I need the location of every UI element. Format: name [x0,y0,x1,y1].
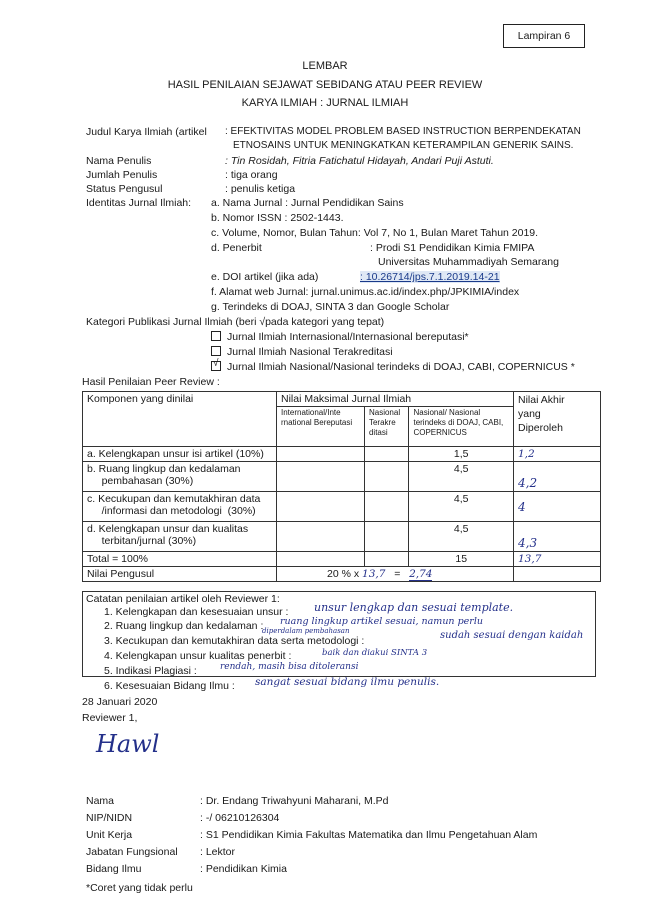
total-label: Total = 100% [83,552,277,567]
penulis-value: : Tin Rosidah, Fitria Fatichatul Hidayah, Andari Puji Astuti. [225,155,494,167]
unit-value: : S1 Pendidikan Kimia Fakultas Matematika dan Ilmu Pengetahuan Alam [200,829,538,841]
row-c-score: 4 [514,492,601,522]
nama-value: : Dr. Endang Triwahyuni Maharani, M.Pd [200,795,389,807]
catatan-3-label: 3. Kecukupan dan kemutakhiran data serta metodologi : [104,635,365,647]
title-hasil: HASIL PENILAIAN SEJAWAT SEBIDANG ATAU PEER REVIEW [167,79,483,91]
nip-label: NIP/NIDN [86,812,133,824]
sub-internasional: International/Inte rnational Bereputasi [277,407,365,447]
row-d-label-1: d. Kelengkapan unsur dan kualitas [87,523,249,535]
identitas-b: b. Nomor ISSN : 2502-1443. [211,212,344,224]
sub-nasional-terakreditasi: Nasional Terakre ditasi [364,407,409,447]
kategori-label: Kategori Publikasi Jurnal Ilmiah (beri √pada kategori yang tepat) [86,316,385,328]
identitas-d-value-1: : Prodi S1 Pendidikan Kimia FMIPA [370,242,535,254]
row-b-score: 4,2 [514,462,601,492]
catatan-6-hand: sangat sesuai bidang ilmu penulis. [255,676,440,688]
catatan-4-label: 4. Kelengkapan unsur kualitas penerbit : [104,650,292,662]
identitas-d-value-2: Universitas Muhammadiyah Semarang [378,256,559,268]
checkbox-2[interactable] [211,346,221,356]
catatan-2-label: 2. Ruang lingkup dan kedalaman : [104,620,264,632]
row-a-label: a. Kelengkapan unsur isi artikel (10%) [83,447,277,462]
total-nas [364,552,409,567]
nama-label: Nama [86,795,115,807]
jabatan-label: Jabatan Fungsional [86,846,178,858]
judul-value-1: : EFEKTIVITAS MODEL PROBLEM BASED INSTRUCTION BERPENDEKATAN [225,126,581,137]
catatan-title: Catatan penilaian artikel oleh Reviewer 1: [86,593,280,605]
bidang-value: : Pendidikan Kimia [200,863,287,875]
row-c-label [83,492,277,522]
catatan-1-label: 1. Kelengkapan dan kesesuaian unsur : [104,606,289,618]
row-a-nas [364,447,409,462]
catatan-1-hand: unsur lengkap dan sesuai template. [314,601,514,614]
identitas-a: a. Nama Jurnal : Jurnal Pendidikan Sains [211,197,404,209]
jumlah-label: Jumlah Penulis [86,169,158,181]
row-a-score: 1,2 [514,447,601,462]
row-c-max: 4,5 [409,492,514,522]
doi-link[interactable]: : 10.26714/jps.7.1.2019.14-21 [360,271,500,283]
total-score: 13,7 [514,552,601,567]
identitas-c: c. Volume, Nomor, Bulan Tahun: Vol 7, No 1, Bulan Maret Tahun 2019. [211,227,539,239]
lampiran-box [503,24,585,48]
bidang-label: Bidang Ilmu [86,863,142,875]
row-b-label-1: b. Ruang lingkup dan kedalaman [87,463,241,475]
identitas-f: f. Alamat web Jurnal: jurnal.unimus.ac.id/index.php/JPKIMIA/index [211,286,520,298]
row-b-label-2: pembahasan (30%) [87,475,194,487]
judul-value-2: ETNOSAINS UNTUK MENINGKATKAN KETERAMPILAN GENERIK SAINS. [233,140,574,151]
hasil-label: Hasil Penilaian Peer Review : [82,376,220,388]
kategori-option-2[interactable] [211,346,393,358]
reviewer-label: Reviewer 1, [82,712,138,724]
row-c-nas [364,492,409,522]
row-c-label-1: c. Kecukupan dan kemutakhiran data [87,493,261,505]
catatan-2-hand-extra: diperdalam pembahasan [262,627,350,635]
judul-label: Judul Karya Ilmiah (artikel [86,126,207,138]
sub-nasional-terindeks: Nasional/ Nasional terindeks di DOAJ, CABI, COPERNICUS [409,407,514,447]
unit-label: Unit Kerja [86,829,133,841]
catatan-2-hand: ruang lingkup artikel sesuai, namun perlu [280,616,483,627]
row-a-intl [277,447,365,462]
row-b-max: 4,5 [409,462,514,492]
header-nilai-akhir-3: Diperoleh [518,422,563,434]
kategori-option-1-label: Jurnal Ilmiah Internasional/Internasional bereputasi* [227,331,469,343]
row-b-label [83,462,277,492]
row-c-label-2: /informasi dan metodologi (30%) [87,505,256,517]
pengusul-empty [514,567,601,582]
identitas-label: Identitas Jurnal Ilmiah: [86,197,192,209]
pengusul-label: Nilai Pengusul [83,567,277,582]
header-nilai-maks: Nilai Maksimal Jurnal Ilmiah [277,392,514,407]
checkbox-1[interactable] [211,331,221,341]
footnote: *Coret yang tidak perlu [86,882,193,894]
total-intl [277,552,365,567]
jumlah-value: : tiga orang [225,169,278,181]
lampiran-label: Lampiran 6 [517,30,571,42]
catatan-5-label: 5. Indikasi Plagiasi : [104,665,197,677]
pengusul-eq: = [394,568,401,580]
nip-value: : -/ 06210126304 [200,812,280,824]
reviewer-signature: Hawl [96,730,160,758]
catatan-6-label: 6. Kesesuaian Bidang Ilmu : [104,680,235,692]
checkmark-icon: √ [213,358,219,369]
row-c-intl [277,492,365,522]
tanggal: 28 Januari 2020 [82,696,158,708]
kategori-option-2-label: Jurnal Ilmiah Nasional Terakreditasi [227,346,393,358]
row-d-label [83,522,277,552]
pengusul-formula: 20 % x [327,568,360,580]
row-d-score: 4,3 [514,522,601,552]
status-value: : penulis ketiga [225,183,296,195]
header-nilai-akhir-1: Nilai Akhir [518,394,565,406]
row-d-intl [277,522,365,552]
header-komponen: Komponen yang dinilai [83,392,277,447]
catatan-5-hand: rendah, masih bisa ditoleransi [220,662,359,672]
total-max: 15 [409,552,514,567]
pengusul-hand-2: 2,74 [409,568,433,580]
penilaian-table [82,391,601,582]
kategori-option-3-label: Jurnal Ilmiah Nasional/Nasional terindeks di DOAJ, CABI, COPERNICUS * [227,361,575,373]
catatan-4-hand: baik dan diakui SINTA 3 [322,648,428,658]
header-nilai-akhir [514,392,601,447]
title-karya: KARYA ILMIAH : JURNAL ILMIAH [241,97,409,109]
jabatan-value: : Lektor [200,846,236,858]
checkbox-3[interactable] [211,358,221,371]
row-d-label-2: terbitan/jurnal (30%) [87,535,197,547]
kategori-option-3[interactable] [211,358,575,373]
header-nilai-akhir-2: yang [518,408,541,420]
row-b-nas [364,462,409,492]
penulis-label: Nama Penulis [86,155,152,167]
kategori-option-1[interactable] [211,331,469,343]
row-d-nas [364,522,409,552]
identitas-d: d. Penerbit [211,242,262,254]
title-lembar: LEMBAR [302,60,348,72]
identitas-g: g. Terindeks di DOAJ, SINTA 3 dan Google Scholar [211,301,450,313]
row-b-intl [277,462,365,492]
pengusul-formula-cell [277,567,514,582]
row-d-max: 4,5 [409,522,514,552]
status-label: Status Pengusul [86,183,163,195]
catatan-3-hand: sudah sesuai dengan kaidah [440,630,584,641]
row-a-max: 1,5 [409,447,514,462]
pengusul-hand-1: 13,7 [362,568,386,580]
identitas-e: e. DOI artikel (jika ada) [211,271,319,283]
